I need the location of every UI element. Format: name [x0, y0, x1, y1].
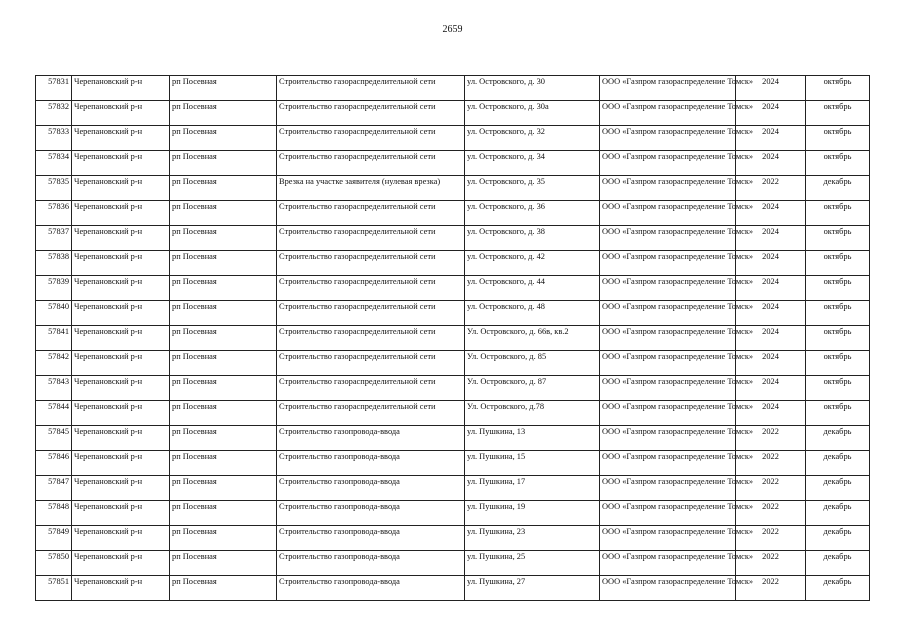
cell-organization: ООО «Газпром газораспределение Томск»	[600, 226, 736, 251]
cell-year: 2024	[736, 301, 806, 326]
cell-settlement: рп Посевная	[170, 76, 277, 101]
cell-organization: ООО «Газпром газораспределение Томск»	[600, 426, 736, 451]
cell-month: декабрь	[806, 426, 870, 451]
cell-month: октябрь	[806, 351, 870, 376]
cell-address: ул. Пушкина, 27	[465, 576, 600, 601]
cell-district: Черепановский р-н	[72, 426, 170, 451]
cell-organization: ООО «Газпром газораспределение Томск»	[600, 101, 736, 126]
cell-month: октябрь	[806, 101, 870, 126]
cell-organization: ООО «Газпром газораспределение Томск»	[600, 551, 736, 576]
cell-settlement: рп Посевная	[170, 301, 277, 326]
cell-work-type: Строительство газораспределительной сети	[277, 201, 465, 226]
cell-address: ул. Пушкина, 25	[465, 551, 600, 576]
cell-settlement: рп Посевная	[170, 576, 277, 601]
table-row	[36, 126, 870, 151]
cell-number: 57844	[36, 401, 72, 426]
cell-settlement: рп Посевная	[170, 276, 277, 301]
cell-address: Ул. Островского, д.78	[465, 401, 600, 426]
cell-district: Черепановский р-н	[72, 551, 170, 576]
cell-organization: ООО «Газпром газораспределение Томск»	[600, 351, 736, 376]
cell-organization: ООО «Газпром газораспределение Томск»	[600, 451, 736, 476]
cell-year: 2022	[736, 451, 806, 476]
cell-year: 2024	[736, 326, 806, 351]
cell-month: октябрь	[806, 151, 870, 176]
cell-month: декабрь	[806, 476, 870, 501]
cell-address: ул. Островского, д. 34	[465, 151, 600, 176]
cell-organization: ООО «Газпром газораспределение Томск»	[600, 526, 736, 551]
cell-settlement: рп Посевная	[170, 401, 277, 426]
cell-work-type: Строительство газораспределительной сети	[277, 251, 465, 276]
cell-year: 2024	[736, 276, 806, 301]
cell-settlement: рп Посевная	[170, 351, 277, 376]
cell-number: 57851	[36, 576, 72, 601]
cell-month: декабрь	[806, 176, 870, 201]
cell-work-type: Строительство газораспределительной сети	[277, 276, 465, 301]
cell-district: Черепановский р-н	[72, 451, 170, 476]
cell-address: ул. Островского, д. 30	[465, 76, 600, 101]
cell-year: 2022	[736, 526, 806, 551]
cell-district: Черепановский р-н	[72, 126, 170, 151]
table-row	[36, 401, 870, 426]
table-row	[36, 251, 870, 276]
table-row	[36, 526, 870, 551]
cell-organization: ООО «Газпром газораспределение Томск»	[600, 276, 736, 301]
cell-district: Черепановский р-н	[72, 226, 170, 251]
cell-organization: ООО «Газпром газораспределение Томск»	[600, 326, 736, 351]
table-body	[36, 76, 870, 601]
cell-year: 2024	[736, 201, 806, 226]
cell-address: ул. Островского, д. 32	[465, 126, 600, 151]
cell-settlement: рп Посевная	[170, 151, 277, 176]
cell-work-type: Строительство газопровода-ввода	[277, 551, 465, 576]
cell-month: октябрь	[806, 276, 870, 301]
cell-number: 57834	[36, 151, 72, 176]
cell-number: 57839	[36, 276, 72, 301]
cell-organization: ООО «Газпром газораспределение Томск»	[600, 301, 736, 326]
table-row	[36, 376, 870, 401]
cell-settlement: рп Посевная	[170, 326, 277, 351]
cell-year: 2022	[736, 551, 806, 576]
cell-settlement: рп Посевная	[170, 426, 277, 451]
cell-number: 57838	[36, 251, 72, 276]
cell-number: 57835	[36, 176, 72, 201]
cell-district: Черепановский р-н	[72, 276, 170, 301]
cell-number: 57840	[36, 301, 72, 326]
cell-work-type: Строительство газораспределительной сети	[277, 226, 465, 251]
cell-work-type: Строительство газопровода-ввода	[277, 451, 465, 476]
table-row	[36, 301, 870, 326]
cell-organization: ООО «Газпром газораспределение Томск»	[600, 576, 736, 601]
cell-address: ул. Островского, д. 35	[465, 176, 600, 201]
cell-organization: ООО «Газпром газораспределение Томск»	[600, 376, 736, 401]
cell-number: 57833	[36, 126, 72, 151]
cell-district: Черепановский р-н	[72, 376, 170, 401]
cell-work-type: Строительство газопровода-ввода	[277, 526, 465, 551]
cell-address: ул. Островского, д. 44	[465, 276, 600, 301]
cell-month: октябрь	[806, 76, 870, 101]
registry-table	[35, 75, 870, 601]
cell-number: 57845	[36, 426, 72, 451]
table-row	[36, 76, 870, 101]
cell-settlement: рп Посевная	[170, 251, 277, 276]
cell-organization: ООО «Газпром газораспределение Томск»	[600, 476, 736, 501]
table-row	[36, 151, 870, 176]
cell-district: Черепановский р-н	[72, 351, 170, 376]
cell-address: ул. Островского, д. 48	[465, 301, 600, 326]
cell-work-type: Строительство газораспределительной сети	[277, 401, 465, 426]
cell-organization: ООО «Газпром газораспределение Томск»	[600, 151, 736, 176]
cell-number: 57837	[36, 226, 72, 251]
cell-month: октябрь	[806, 301, 870, 326]
cell-number: 57843	[36, 376, 72, 401]
cell-year: 2022	[736, 501, 806, 526]
cell-year: 2024	[736, 151, 806, 176]
cell-address: ул. Пушкина, 13	[465, 426, 600, 451]
cell-year: 2024	[736, 251, 806, 276]
cell-address: Ул. Островского, д. 87	[465, 376, 600, 401]
cell-month: декабрь	[806, 501, 870, 526]
cell-month: октябрь	[806, 201, 870, 226]
cell-number: 57842	[36, 351, 72, 376]
cell-district: Черепановский р-н	[72, 151, 170, 176]
cell-work-type: Строительство газораспределительной сети	[277, 301, 465, 326]
cell-address: ул. Островского, д. 42	[465, 251, 600, 276]
cell-district: Черепановский р-н	[72, 576, 170, 601]
cell-year: 2024	[736, 401, 806, 426]
cell-number: 57836	[36, 201, 72, 226]
cell-work-type: Строительство газопровода-ввода	[277, 426, 465, 451]
table-row	[36, 351, 870, 376]
cell-address: ул. Пушкина, 23	[465, 526, 600, 551]
table-row	[36, 451, 870, 476]
cell-work-type: Строительство газораспределительной сети	[277, 126, 465, 151]
cell-district: Черепановский р-н	[72, 201, 170, 226]
cell-district: Черепановский р-н	[72, 501, 170, 526]
cell-work-type: Строительство газопровода-ввода	[277, 501, 465, 526]
cell-month: октябрь	[806, 226, 870, 251]
cell-number: 57849	[36, 526, 72, 551]
cell-work-type: Строительство газораспределительной сети	[277, 376, 465, 401]
cell-district: Черепановский р-н	[72, 101, 170, 126]
table-row	[36, 226, 870, 251]
cell-organization: ООО «Газпром газораспределение Томск»	[600, 201, 736, 226]
cell-settlement: рп Посевная	[170, 551, 277, 576]
cell-organization: ООО «Газпром газораспределение Томск»	[600, 401, 736, 426]
cell-month: декабрь	[806, 526, 870, 551]
cell-work-type: Строительство газораспределительной сети	[277, 76, 465, 101]
cell-district: Черепановский р-н	[72, 401, 170, 426]
cell-address: ул. Пушкина, 17	[465, 476, 600, 501]
cell-district: Черепановский р-н	[72, 326, 170, 351]
cell-settlement: рп Посевная	[170, 176, 277, 201]
cell-organization: ООО «Газпром газораспределение Томск»	[600, 176, 736, 201]
cell-month: октябрь	[806, 126, 870, 151]
cell-month: декабрь	[806, 451, 870, 476]
page-number: 2659	[442, 24, 463, 35]
cell-work-type: Строительство газораспределительной сети	[277, 326, 465, 351]
table-row	[36, 501, 870, 526]
cell-number: 57832	[36, 101, 72, 126]
table-row	[36, 576, 870, 601]
table-row	[36, 551, 870, 576]
cell-month: октябрь	[806, 251, 870, 276]
cell-number: 57841	[36, 326, 72, 351]
cell-district: Черепановский р-н	[72, 476, 170, 501]
cell-year: 2024	[736, 226, 806, 251]
cell-work-type: Строительство газораспределительной сети	[277, 351, 465, 376]
cell-district: Черепановский р-н	[72, 251, 170, 276]
cell-organization: ООО «Газпром газораспределение Томск»	[600, 76, 736, 101]
cell-year: 2022	[736, 476, 806, 501]
cell-settlement: рп Посевная	[170, 501, 277, 526]
cell-district: Черепановский р-н	[72, 526, 170, 551]
table-row	[36, 426, 870, 451]
cell-number: 57846	[36, 451, 72, 476]
table-row	[36, 276, 870, 301]
cell-number: 57847	[36, 476, 72, 501]
table-row	[36, 201, 870, 226]
cell-settlement: рп Посевная	[170, 526, 277, 551]
cell-address: ул. Островского, д. 30а	[465, 101, 600, 126]
table-row	[36, 326, 870, 351]
table-row	[36, 476, 870, 501]
cell-settlement: рп Посевная	[170, 376, 277, 401]
cell-settlement: рп Посевная	[170, 226, 277, 251]
cell-settlement: рп Посевная	[170, 201, 277, 226]
cell-address: ул. Пушкина, 15	[465, 451, 600, 476]
cell-settlement: рп Посевная	[170, 101, 277, 126]
cell-year: 2022	[736, 576, 806, 601]
cell-organization: ООО «Газпром газораспределение Томск»	[600, 126, 736, 151]
cell-year: 2024	[736, 101, 806, 126]
cell-year: 2024	[736, 126, 806, 151]
cell-number: 57848	[36, 501, 72, 526]
cell-year: 2022	[736, 426, 806, 451]
cell-district: Черепановский р-н	[72, 76, 170, 101]
cell-address: ул. Островского, д. 36	[465, 201, 600, 226]
cell-month: октябрь	[806, 401, 870, 426]
cell-address: ул. Пушкина, 19	[465, 501, 600, 526]
cell-district: Черепановский р-н	[72, 301, 170, 326]
cell-month: декабрь	[806, 551, 870, 576]
cell-address: Ул. Островского, д. 66в, кв.2	[465, 326, 600, 351]
table-row	[36, 176, 870, 201]
cell-address: ул. Островского, д. 38	[465, 226, 600, 251]
cell-address: Ул. Островского, д. 85	[465, 351, 600, 376]
cell-number: 57850	[36, 551, 72, 576]
cell-work-type: Врезка на участке заявителя (нулевая врезка)	[277, 176, 465, 201]
cell-month: октябрь	[806, 326, 870, 351]
cell-work-type: Строительство газопровода-ввода	[277, 576, 465, 601]
table-row	[36, 101, 870, 126]
cell-district: Черепановский р-н	[72, 176, 170, 201]
cell-settlement: рп Посевная	[170, 476, 277, 501]
cell-year: 2024	[736, 376, 806, 401]
cell-year: 2024	[736, 76, 806, 101]
cell-year: 2024	[736, 351, 806, 376]
cell-organization: ООО «Газпром газораспределение Томск»	[600, 251, 736, 276]
cell-year: 2022	[736, 176, 806, 201]
cell-month: декабрь	[806, 576, 870, 601]
cell-number: 57831	[36, 76, 72, 101]
cell-month: октябрь	[806, 376, 870, 401]
cell-settlement: рп Посевная	[170, 451, 277, 476]
cell-work-type: Строительство газораспределительной сети	[277, 151, 465, 176]
cell-settlement: рп Посевная	[170, 126, 277, 151]
cell-work-type: Строительство газопровода-ввода	[277, 476, 465, 501]
cell-organization: ООО «Газпром газораспределение Томск»	[600, 501, 736, 526]
cell-work-type: Строительство газораспределительной сети	[277, 101, 465, 126]
